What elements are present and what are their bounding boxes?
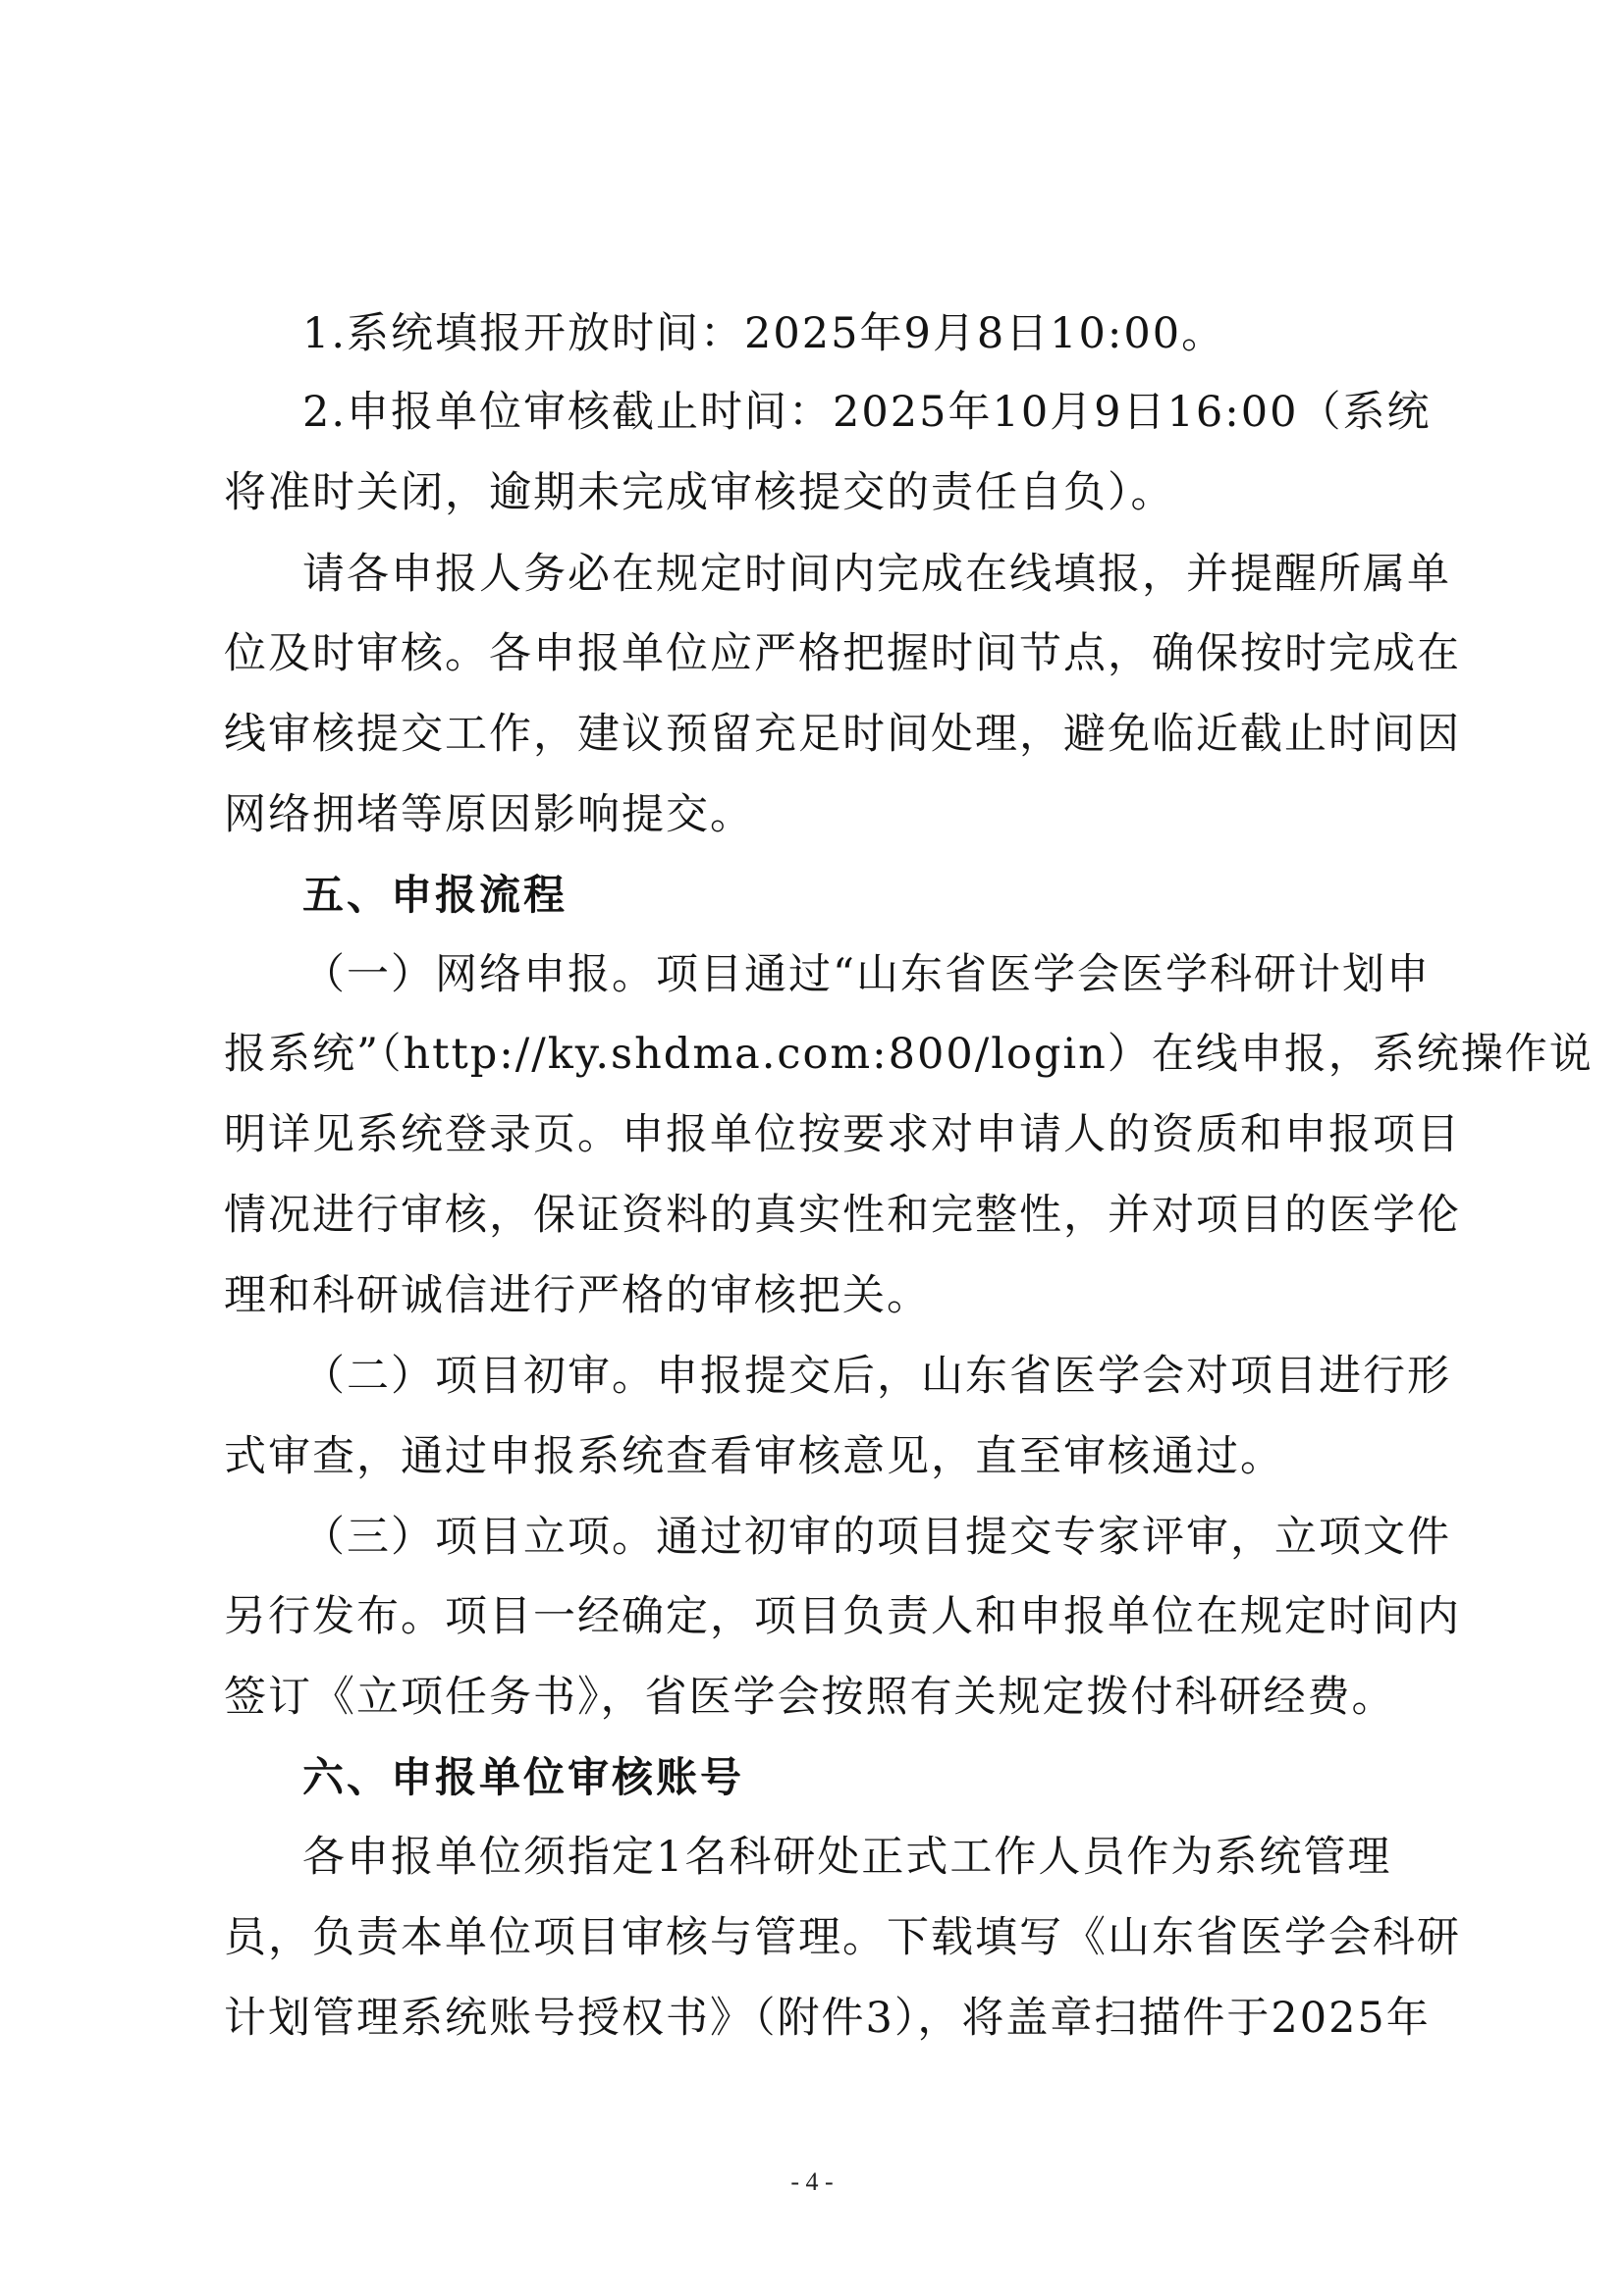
schedule-deadline-line-cont: 将准时关闭，逾期未完成审核提交的责任自负）。 — [224, 468, 1175, 517]
account-paragraph-line: 各申报单位须指定1名科研处正式工作人员作为系统管理 — [302, 1833, 1392, 1882]
initial-review-line: （二）项目初审。申报提交后，山东省医学会对项目进行形 — [302, 1352, 1451, 1401]
reminder-paragraph-line: 位及时审核。各申报单位应严格把握时间节点，确保按时完成在 — [224, 629, 1461, 678]
account-paragraph-line: 员，负责本单位项目审核与管理。下载填写《山东省医学会科研 — [224, 1913, 1461, 1962]
section-heading-process: 五、申报流程 — [302, 871, 568, 919]
project-approval-line: 另行发布。项目一经确定，项目负责人和申报单位在规定时间内 — [224, 1592, 1461, 1641]
schedule-deadline-line: 2.申报单位审核截止时间：2025年10月9日16:00（系统 — [302, 388, 1432, 437]
initial-review-line: 式审查，通过申报系统查看审核意见，直至审核通过。 — [224, 1432, 1284, 1481]
page-number: - 4 - — [790, 2167, 834, 2196]
section-heading-account: 六、申报单位审核账号 — [302, 1753, 745, 1801]
account-paragraph-line: 计划管理系统账号授权书》（附件3），将盖章扫描件于2025年 — [224, 1994, 1431, 2043]
reminder-paragraph-line: 网络拥堵等原因影响提交。 — [224, 790, 754, 839]
project-approval-line: 签订《立项任务书》，省医学会按照有关规定拨付科研经费。 — [224, 1673, 1396, 1722]
online-application-line: 报系统”（http://ky.shdma.com:800/login）在线申报，系统操作说 — [224, 1030, 1594, 1079]
schedule-open-time-line: 1.系统填报开放时间：2025年9月8日10:00。 — [302, 309, 1226, 358]
online-application-line: 明详见系统登录页。申报单位按要求对申请人的资质和申报项目 — [224, 1110, 1461, 1159]
online-application-line: 理和科研诚信进行严格的审核把关。 — [224, 1271, 931, 1320]
reminder-paragraph-line: 线审核提交工作，建议预留充足时间处理，避免临近截止时间因 — [224, 710, 1461, 759]
online-application-line: （一）网络申报。项目通过“山东省医学会医学科研计划申 — [302, 950, 1431, 999]
reminder-paragraph-line: 请各申报人务必在规定时间内完成在线填报，并提醒所属单 — [302, 550, 1451, 599]
project-approval-line: （三）项目立项。通过初审的项目提交专家评审，立项文件 — [302, 1513, 1451, 1562]
online-application-line: 情况进行审核，保证资料的真实性和完整性，并对项目的医学伦 — [224, 1191, 1461, 1240]
